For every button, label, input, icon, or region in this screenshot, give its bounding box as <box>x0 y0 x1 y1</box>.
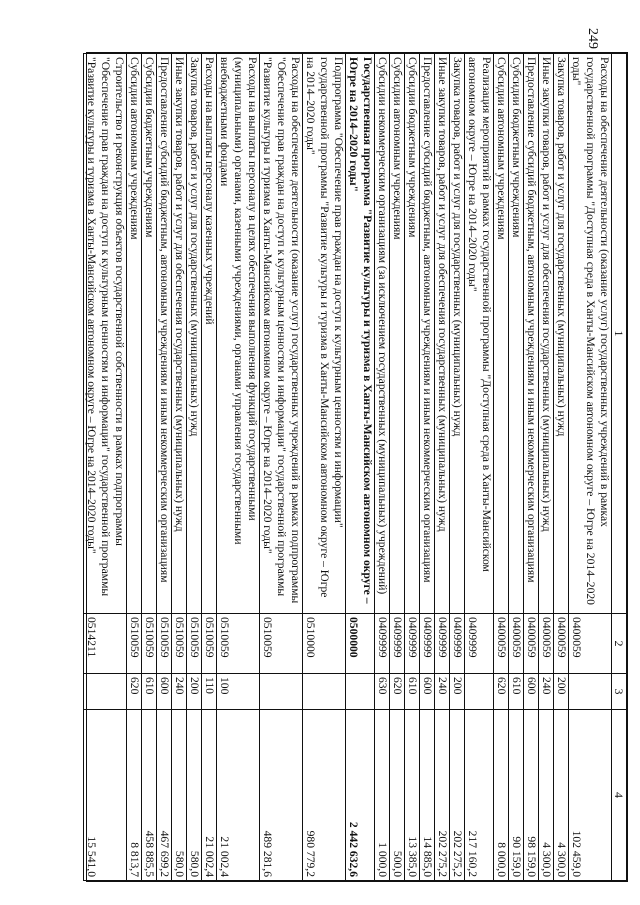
row-code-cell: 0400059 <box>569 614 612 674</box>
table-row <box>217 54 260 881</box>
row-code-cell: 0514211 <box>84 614 127 674</box>
row-value-cell: 4 300,0 <box>539 710 554 881</box>
row-name-cell: Иные закупки товаров, работ и услуг для обеспечения государственных (муниципальных) нужд <box>539 54 554 614</box>
row-name-cell: Субсидии автономным учреждениям <box>127 54 142 614</box>
table-row <box>539 54 554 881</box>
row-type-cell <box>84 674 127 710</box>
row-name-cell: Субсидии некоммерческим организациям (за исключением государственных (муниципальных) учреждений) <box>375 54 390 614</box>
header-col-3: 3 <box>612 674 627 710</box>
table-row <box>405 54 420 881</box>
row-name-cell: Предоставление субсидий бюджетным, автономным учреждениям и иным некоммерческим организациям <box>420 54 435 614</box>
table-row <box>142 54 157 881</box>
row-value-cell: 500,0 <box>390 710 405 881</box>
row-value-cell: 98 159,0 <box>524 710 539 881</box>
row-value-cell: 4 300,0 <box>554 710 569 881</box>
table-row <box>187 54 202 881</box>
row-type-cell: 610 <box>509 674 524 710</box>
row-code-cell: 0510059 <box>217 614 260 674</box>
row-name-cell: Предоставление субсидий бюджетным, автономным учреждениям и иным некоммерческим организациям <box>524 54 539 614</box>
row-code-cell: 0409999 <box>405 614 420 674</box>
row-type-cell: 620 <box>390 674 405 710</box>
row-name-cell: Расходы на выплаты персоналу в целях обеспечения выполнения функций государственными (муниципальными) органами, казенными учреждениями, органами управления государственными внебюджетными фондами <box>217 54 260 614</box>
row-value-cell: 1 000,0 <box>375 710 390 881</box>
table-row <box>390 54 405 881</box>
row-name-cell: Иные закупки товаров, работ и услуг для обеспечения государственных (муниципальных) нужд <box>435 54 450 614</box>
row-name-cell: Субсидии автономным учреждениям <box>390 54 405 614</box>
row-code-cell: 0409999 <box>390 614 405 674</box>
row-code-cell: 0500000 <box>346 614 375 674</box>
row-code-cell: 0409999 <box>450 614 465 674</box>
row-name-cell: Государственная программа "Развитие культуры и туризма в Ханты-Мансийском автономном округе – Югре на 2014–2020 годы" <box>346 54 375 614</box>
table-row <box>450 54 465 881</box>
row-code-cell: 0409999 <box>465 614 494 674</box>
row-type-cell: 200 <box>554 674 569 710</box>
row-type-cell: 630 <box>375 674 390 710</box>
row-type-cell <box>303 674 346 710</box>
row-value-cell: 580,0 <box>187 710 202 881</box>
row-name-cell: Строительство и реконструкция объектов государственной собственности в рамках подпрограммы "Обеспечение прав граждан на доступ к культурным ценностям и информации" государственной программы "Развитие культуры и туризма в Ханты-Мансийском автономном округе – Югре на 2014–2020 годы" <box>84 54 127 614</box>
row-value-cell: 580,0 <box>172 710 187 881</box>
table-row <box>127 54 142 881</box>
row-name-cell: Иные закупки товаров, работ и услуг для обеспечения государственных (муниципальных) нужд <box>172 54 187 614</box>
row-type-cell <box>465 674 494 710</box>
row-type-cell <box>569 674 612 710</box>
table-row <box>420 54 435 881</box>
table-row <box>494 54 509 881</box>
row-name-cell: Расходы на выплаты персоналу казенных учреждений <box>202 54 217 614</box>
row-value-cell: 21 002,4 <box>217 710 260 881</box>
rotated-page <box>86 52 628 882</box>
row-code-cell: 0400059 <box>524 614 539 674</box>
row-code-cell: 0510059 <box>202 614 217 674</box>
table-row <box>84 54 127 881</box>
row-type-cell: 600 <box>524 674 539 710</box>
table-row <box>569 54 612 881</box>
table-row <box>346 54 375 881</box>
row-code-cell: 0409999 <box>435 614 450 674</box>
row-code-cell: 0400059 <box>554 614 569 674</box>
row-value-cell: 202 275,2 <box>435 710 450 881</box>
row-type-cell: 610 <box>142 674 157 710</box>
row-type-cell: 240 <box>172 674 187 710</box>
table-body <box>84 54 612 881</box>
row-type-cell: 110 <box>202 674 217 710</box>
row-name-cell: Закупка товаров, работ и услуг для государственных (муниципальных) нужд <box>187 54 202 614</box>
row-name-cell: Реализация мероприятий в рамках государственной программы "Доступная среда в Ханты-Мансийском автономном округе – Югре на 2014–2020 годы" <box>465 54 494 614</box>
row-name-cell: Субсидии бюджетным учреждениям <box>142 54 157 614</box>
table-row <box>303 54 346 881</box>
row-value-cell: 467 699,2 <box>157 710 172 881</box>
row-type-cell: 240 <box>435 674 450 710</box>
row-value-cell: 8 000,0 <box>494 710 509 881</box>
table-header-row <box>612 54 627 881</box>
row-code-cell: 0409999 <box>375 614 390 674</box>
header-col-1: 1 <box>612 54 627 614</box>
row-name-cell: Предоставление субсидий бюджетным, автономным учреждениям и иным некоммерческим организациям <box>157 54 172 614</box>
row-value-cell: 14 885,0 <box>420 710 435 881</box>
row-name-cell: Субсидии бюджетным учреждениям <box>509 54 524 614</box>
row-code-cell: 0510059 <box>260 614 303 674</box>
row-value-cell: 2 442 632,6 <box>346 710 375 881</box>
row-code-cell: 0510059 <box>172 614 187 674</box>
row-type-cell: 240 <box>539 674 554 710</box>
row-value-cell: 15 541,0 <box>84 710 127 881</box>
row-type-cell: 600 <box>157 674 172 710</box>
row-code-cell: 0510059 <box>157 614 172 674</box>
row-type-cell: 200 <box>450 674 465 710</box>
row-value-cell: 102 459,0 <box>569 710 612 881</box>
row-code-cell: 0510059 <box>142 614 157 674</box>
table-row <box>465 54 494 881</box>
row-type-cell <box>346 674 375 710</box>
row-value-cell: 202 275,2 <box>450 710 465 881</box>
row-value-cell: 458 885,5 <box>142 710 157 881</box>
row-name-cell: Субсидии автономным учреждениям <box>494 54 509 614</box>
header-col-4: 4 <box>612 710 627 881</box>
row-value-cell: 980 779,2 <box>303 710 346 881</box>
row-value-cell: 13 385,0 <box>405 710 420 881</box>
row-value-cell: 489 281,6 <box>260 710 303 881</box>
table-row <box>435 54 450 881</box>
row-code-cell: 0409999 <box>420 614 435 674</box>
row-type-cell: 200 <box>187 674 202 710</box>
row-value-cell: 90 159,0 <box>509 710 524 881</box>
table-row <box>260 54 303 881</box>
row-value-cell: 21 002,4 <box>202 710 217 881</box>
table-row <box>172 54 187 881</box>
row-value-cell: 8 813,7 <box>127 710 142 881</box>
row-type-cell: 600 <box>420 674 435 710</box>
row-type-cell: 100 <box>217 674 260 710</box>
budget-table <box>83 53 627 881</box>
row-value-cell: 217 160,2 <box>465 710 494 881</box>
table-row <box>202 54 217 881</box>
header-col-2: 2 <box>612 614 627 674</box>
table-row <box>524 54 539 881</box>
row-code-cell: 0510059 <box>187 614 202 674</box>
table-row <box>375 54 390 881</box>
row-code-cell: 0510000 <box>303 614 346 674</box>
row-code-cell: 0510059 <box>127 614 142 674</box>
row-name-cell: Закупка товаров, работ и услуг для государственных (муниципальных) нужд <box>450 54 465 614</box>
row-code-cell: 0400059 <box>539 614 554 674</box>
page-number: 249 <box>585 28 600 49</box>
row-type-cell: 620 <box>494 674 509 710</box>
row-code-cell: 0400059 <box>494 614 509 674</box>
table-row <box>509 54 524 881</box>
row-type-cell <box>260 674 303 710</box>
row-type-cell: 620 <box>127 674 142 710</box>
row-name-cell: Закупка товаров, работ и услуг для государственных (муниципальных) нужд <box>554 54 569 614</box>
row-name-cell: Подпрограмма "Обеспечение прав граждан на доступ к культурным ценностям и информации" государственной программы "Развитие культуры и туризма в Ханты-Мансийском автономном округе – Югре на 2014–2020 годы" <box>303 54 346 614</box>
row-name-cell: Субсидии бюджетным учреждениям <box>405 54 420 614</box>
row-type-cell: 610 <box>405 674 420 710</box>
row-code-cell: 0400059 <box>509 614 524 674</box>
table-row <box>554 54 569 881</box>
table-row <box>157 54 172 881</box>
row-name-cell: Расходы на обеспечение деятельности (оказание услуг) государственных учреждений в рамках подпрограммы "Обеспечение прав граждан на доступ к культурным ценностям и информации" государственной программы "Развитие культуры и туризма в Ханты-Мансийском автономном округе – Югре на 2014–2020 годы" <box>260 54 303 614</box>
row-name-cell: Расходы на обеспечение деятельности (оказание услуг) государственных учреждений в рамках государственной программы "Доступная среда в Ханты-Мансийском автономном округе – Югре на 2014–2020 годы" <box>569 54 612 614</box>
